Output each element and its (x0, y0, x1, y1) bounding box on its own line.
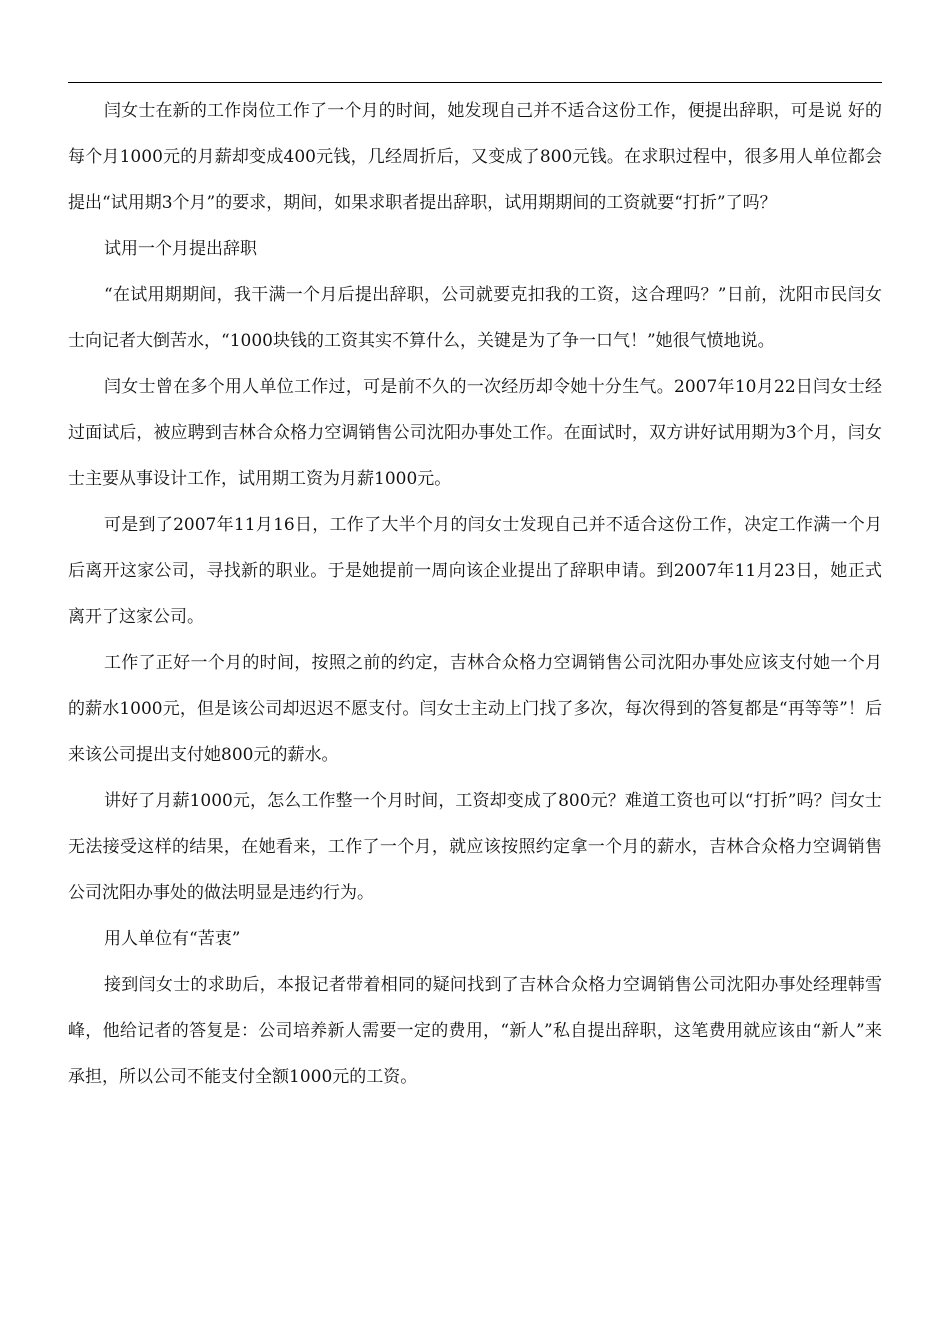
article-paragraph-2: “在试用期期间，我干满一个月后提出辞职，公司就要克扣我的工资，这合理吗？”日前，沈阳市民闫女士向记者大倒苦水，“1000块钱的工资其实不算什么，关键是为了争一口气！”她很气愤地说。 (68, 285, 882, 351)
section-heading-employer-reason: 用人单位有“苦衷” (104, 929, 241, 949)
article-paragraph-7: 接到闫女士的求助后，本报记者带着相同的疑问找到了吉林合众格力空调销售公司沈阳办事处经理韩雪峰，他给记者的答复是：公司培养新人需要一定的费用，“新人”私自提出辞职，这笔费用就应该由“新人”来承担，所以公司不能支付全额1000元的工资。 (68, 975, 882, 1087)
article-paragraph-3: 闫女士曾在多个用人单位工作过，可是前不久的一次经历却令她十分生气。2007年10月22日闫女士经过面试后，被应聘到吉林合众格力空调销售公司沈阳办事处工作。在面试时，双方讲好试用期为3个月，闫女士主要从事设计工作，试用期工资为月薪1000元。 (68, 377, 882, 489)
article-paragraph-5: 工作了正好一个月的时间，按照之前的约定，吉林合众格力空调销售公司沈阳办事处应该支付她一个月的薪水1000元，但是该公司却迟迟不愿支付。闫女士主动上门找了多次，每次得到的答复都是“再等等”！后来该公司提出支付她800元的薪水。 (68, 653, 882, 765)
article-paragraph-1: 闫女士在新的工作岗位工作了一个月的时间，她发现自己并不适合这份工作，便提出辞职，可是说 好的每个月1000元的月薪却变成400元钱，几经周折后，又变成了800元钱。在求职过程中，很多用人单位都会提出“试用期3个月”的要求，期间，如果求职者提出辞职，试用期期间的工资就要“打折”了吗？ (68, 101, 882, 213)
article-paragraph-4: 可是到了2007年11月16日，工作了大半个月的闫女士发现自己并不适合这份工作，决定工作满一个月后离开这家公司，寻找新的职业。于是她提前一周向该企业提出了辞职申请。到2007年11月23日，她正式离开了这家公司。 (68, 515, 882, 627)
section-heading-trial-resignation: 试用一个月提出辞职 (104, 239, 257, 259)
article-body (68, 88, 882, 1100)
article-paragraph-6: 讲好了月薪1000元，怎么工作整一个月时间，工资却变成了800元？难道工资也可以“打折”吗？闫女士无法接受这样的结果，在她看来，工作了一个月，就应该按照约定拿一个月的薪水，吉林合众格力空调销售公司沈阳办事处的做法明显是违约行为。 (68, 791, 882, 903)
header-rule (68, 82, 882, 83)
